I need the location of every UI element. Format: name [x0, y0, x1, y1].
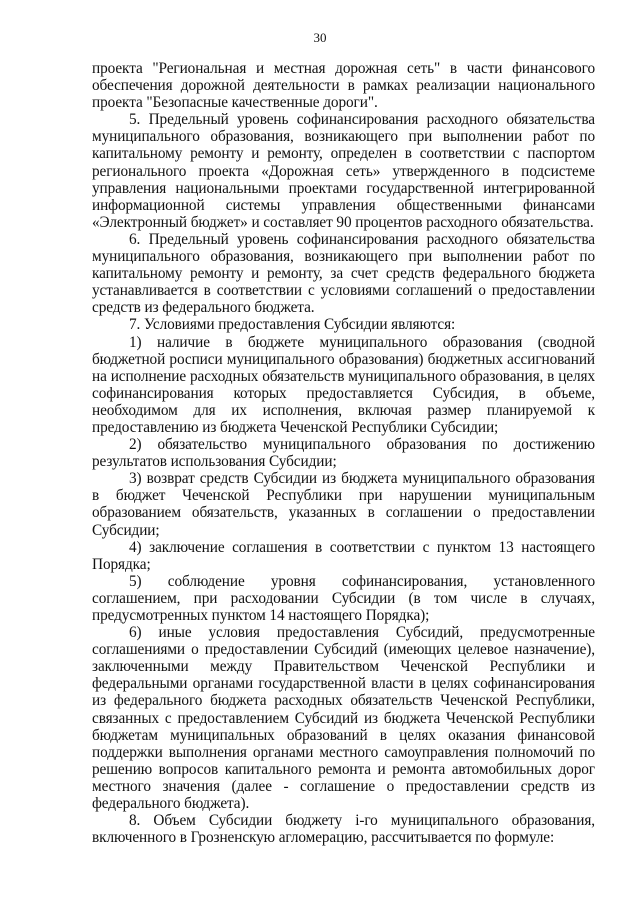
paragraph-item-5: 5. Предельный уровень софинансирования расходного обязательства муниципального образования, возникающего при выполнении работ по капитальному ремонту и ремонту, определен в соответствии с паспортом регионального проекта «Дорожная сеть» утвержденного в подсистеме управления национальными проектами государственной интегрированной информационной системы управления общественными финансами «Электронный бюджет» и составляет 90 процентов расходного обязательства.	[92, 111, 595, 231]
paragraph-continuation: проекта "Региональная и местная дорожная сеть" в части финансового обеспечения дорожной деятельности в рамках реализации национального проекта "Безопасные качественные дороги".	[92, 60, 595, 112]
list-item-4: 4) заключение соглашения в соответствии с пунктом 13 настоящего Порядка;	[92, 538, 595, 573]
list-item-2: 2) обязательство муниципального образования по достижению результатов использования Субсидии;	[92, 436, 595, 471]
paragraph-item-8: 8. Объем Субсидии бюджету i-го муниципального образования, включенного в Грозненскую агломерацию, рассчитывается по формуле:	[92, 812, 595, 847]
list-item-5: 5) соблюдение уровня софинансирования, установленного соглашением, при расходовании Субсидии (в том числе в случаях, предусмотренных пунктом 14 настоящего Порядка);	[92, 572, 595, 624]
document-body	[92, 60, 595, 846]
page-number: 30	[313, 30, 327, 45]
paragraph-item-6: 6. Предельный уровень софинансирования расходного обязательства муниципального образования, возникающего при выполнении работ по капитальному ремонту и ремонту, за счет средств федерального бюджета устанавливается в соответствии с условиями соглашений о предоставлении средств из федерального бюджета.	[92, 230, 595, 317]
list-item-6: 6) иные условия предоставления Субсидий, предусмотренные соглашениями о предоставлении Субсидий (имеющих целевое назначение), заключенными между Правительством Чеченской Республики и федеральными органами государственной власти в целях софинансирования из федерального бюджета расходных обязательств Чеченской Республики, связанных с предоставлением Субсидий из бюджета Чеченской Республики бюджетам муниципальных образований в целях оказания финансовой поддержки выполнения органами местного самоуправления полномочий по решению вопросов капитального ремонта и ремонта автомобильных дорог местного значения (далее - соглашение о предоставлении средств из федерального бюджета).	[92, 624, 595, 813]
paragraph-item-7: 7. Условиями предоставления Субсидии являются:	[129, 316, 456, 334]
list-item-1: 1) наличие в бюджете муниципального образования (сводной бюджетной росписи муниципального образования) бюджетных ассигнований на исполнение расходных обязательств муниципального образования, в целях софинансирования которых предоставляется Субсидия, в объеме, необходимом для их исполнения, включая размер планируемой к предоставлению из бюджета Чеченской Республики Субсидии;	[92, 333, 595, 436]
list-item-3: 3) возврат средств Субсидии из бюджета муниципального образования в бюджет Чеченской Республики при нарушении муниципальным образованием обязательств, указанных в соглашении о предоставлении Субсидии;	[92, 470, 595, 539]
